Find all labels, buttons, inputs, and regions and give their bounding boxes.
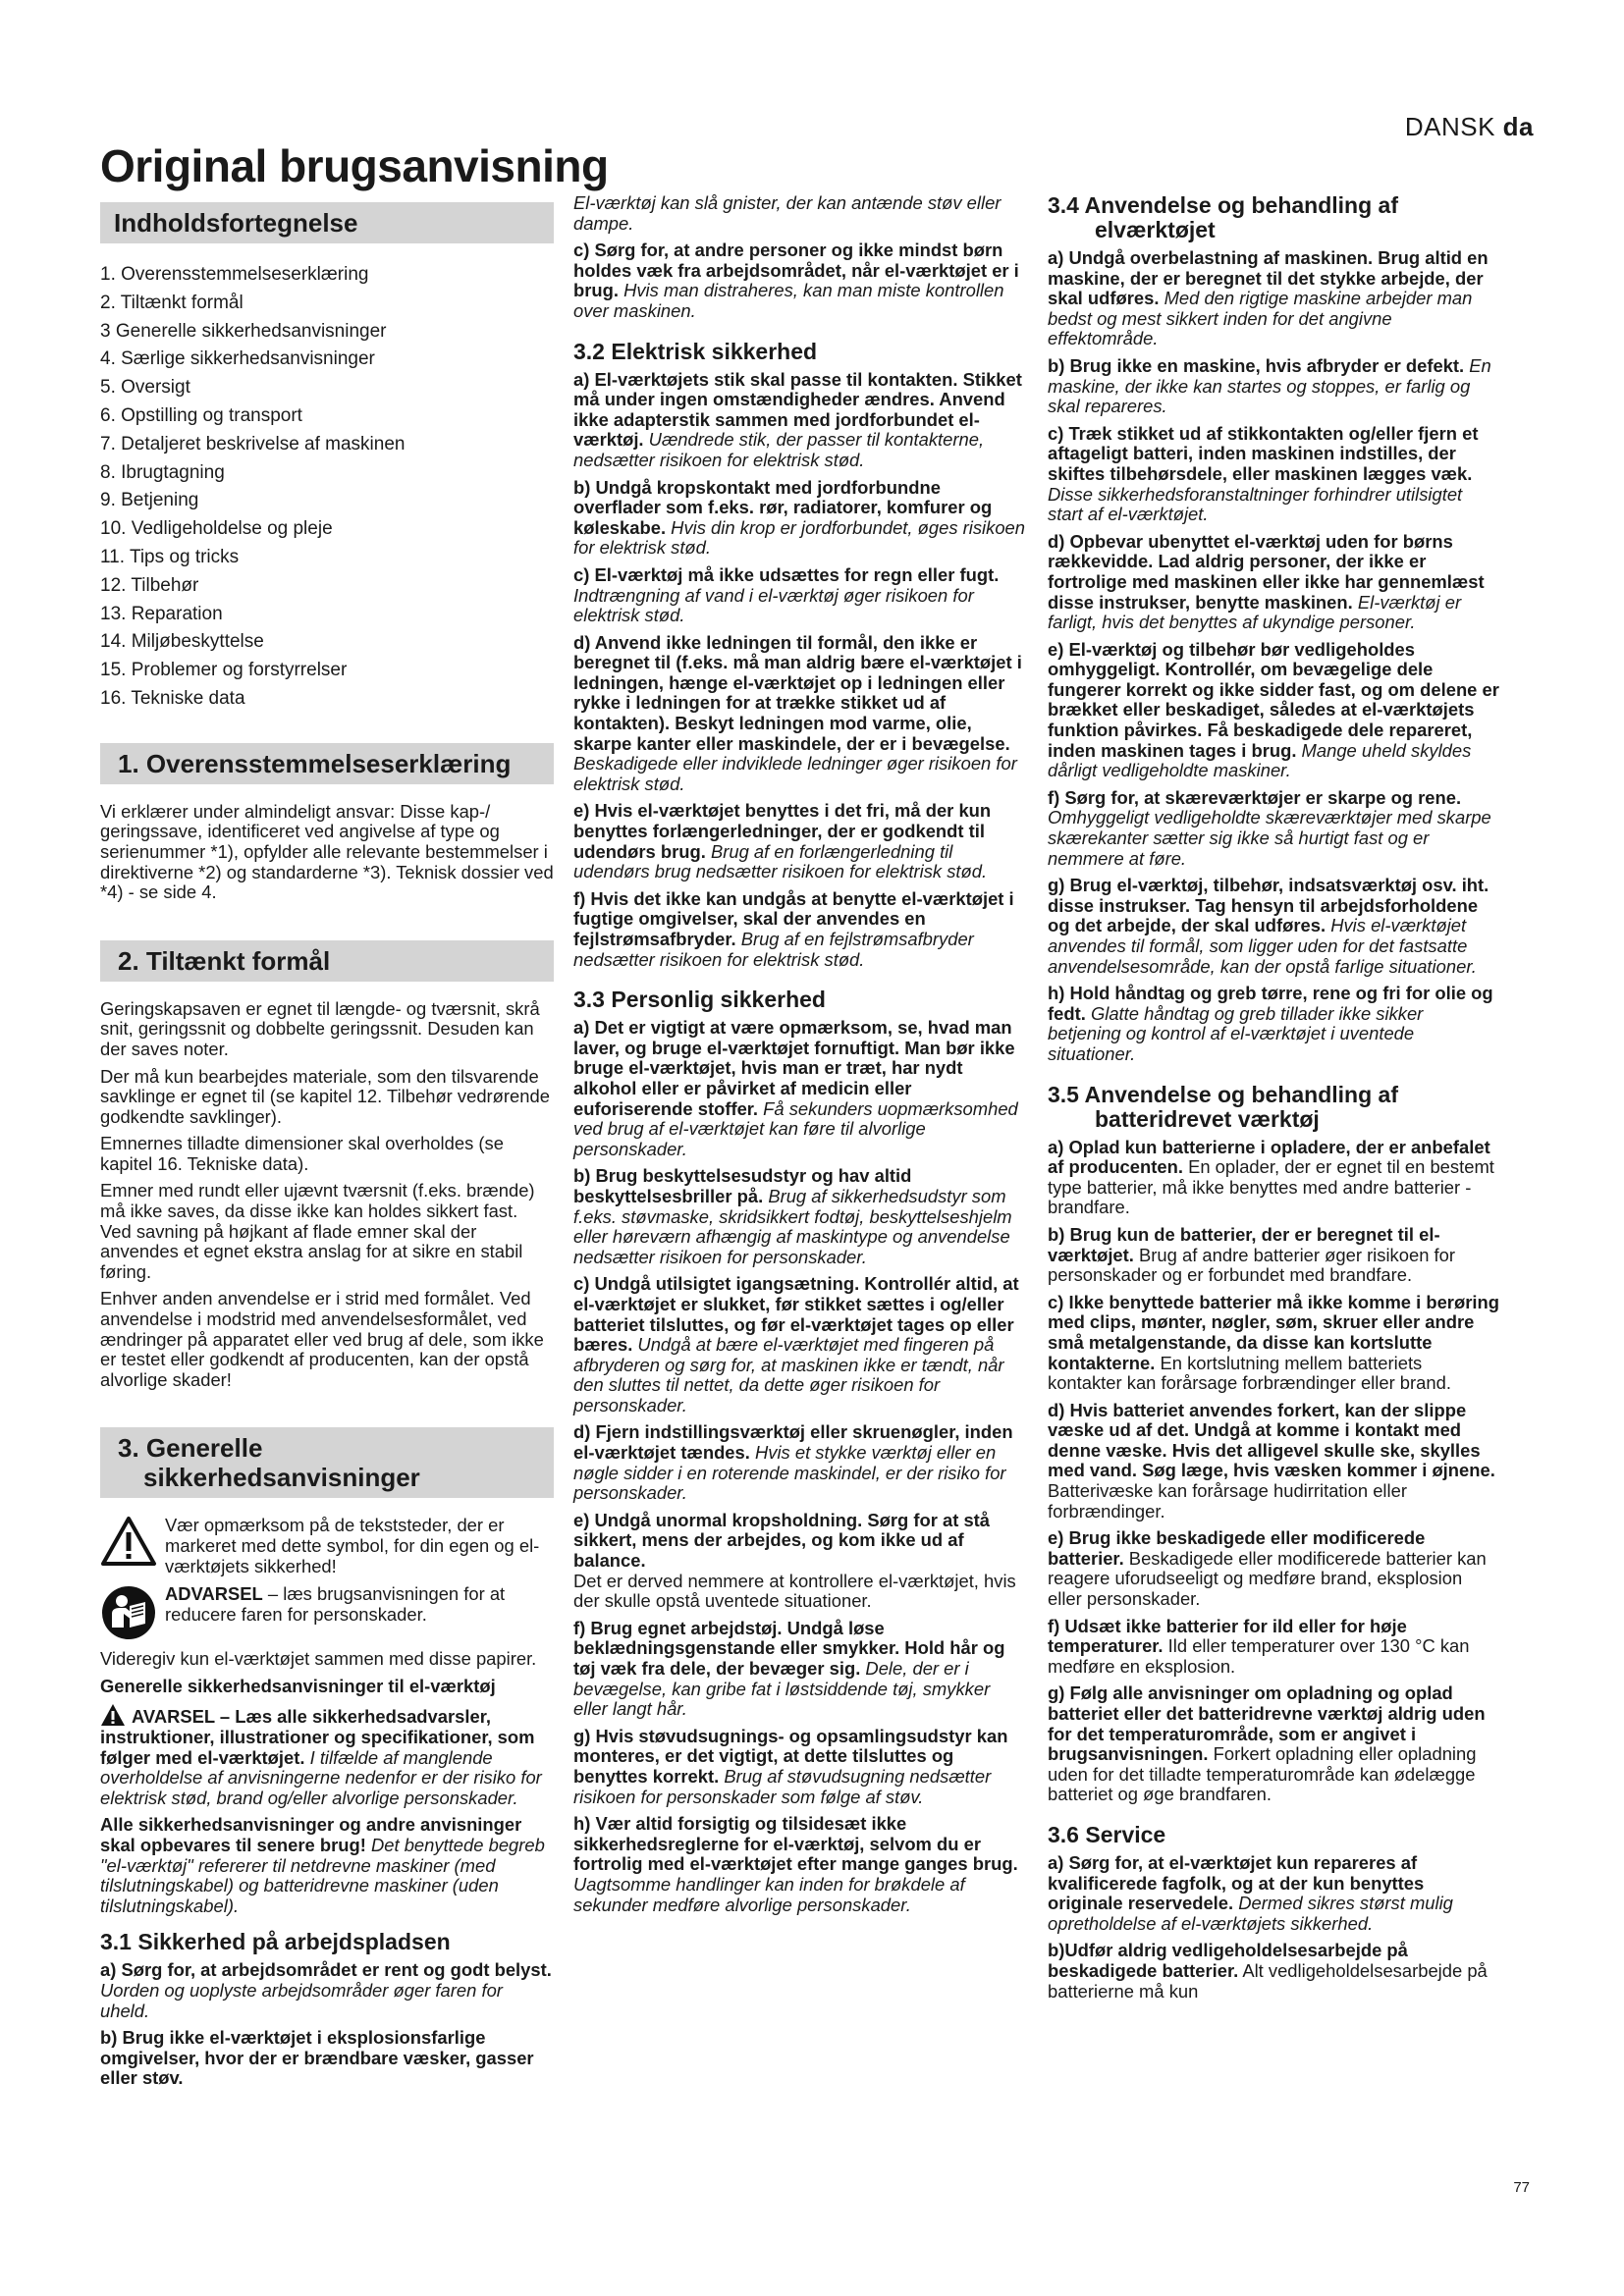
section-3-4-item (1048, 984, 1499, 1064)
item-bold: b)Udfør aldrig vedligeholdelsesarbejde på beskadigede batterier. (1048, 1940, 1408, 1981)
warning-paragraph (100, 1703, 554, 1808)
item-bold: h) Hold håndtag og greb tørre, rene og fri for olie og fedt. (1048, 983, 1493, 1024)
section-3-2-item (573, 889, 1027, 970)
item-bold: a) Sørg for, at arbejdsområdet er rent og godt belyst. (100, 1959, 552, 1981)
item-bold: b) Brug ikke el-værktøjet i eksplosionsfarlige omgivelser, hvor der er brændbare væsker, gasser eller støv. (100, 2027, 534, 2089)
section-3-2-item (573, 370, 1027, 471)
section-1-text: Vi erklærer under almindeligt ansvar: Disse kap-/ geringssave, identificeret ved angivelse af type og serienummer *1), opfylder alle relevante bestemmelser i direktiverne *2) og standarderne *3). Teknisk dossier ved *4) - se side 4. (100, 800, 554, 903)
item-italic: El-værktøj kan slå gnister, der kan antænde støv eller dampe. (573, 192, 1001, 234)
item-bold: b) Brug ikke en maskine, hvis afbryder er defekt. (1048, 354, 1465, 376)
item-bold: g) Hvis støvudsugnings- og opsamlingsudstyr kan monteres, er det vigtigt, at dette tilsluttes og benyttes korrekt. (573, 1725, 1008, 1787)
section-3-3-item (573, 1511, 1027, 1612)
toc-heading: Indholdsfortegnelse (100, 202, 554, 243)
item-italic: Brug af en forlængerledning til udendørs brug nedsætter risikoen for elektrisk stød. (573, 840, 988, 882)
section-3-2-heading: 3.2 Elektrisk sikkerhed (573, 338, 818, 364)
section-3-5-item (1048, 1528, 1499, 1609)
section-3-3-item (573, 1018, 1027, 1159)
item-italic: Mange uheld skyldes dårligt vedligeholdte maskiner. (1048, 739, 1472, 781)
section-3-6-item-b (1048, 1941, 1499, 2002)
page-number: 77 (1513, 2179, 1530, 2196)
toc-item[interactable]: 8. Ibrugtagning (100, 461, 225, 483)
item-italic: Brug af sikkerhedsudstyr som f.eks. støvmaske, skridsikkert fodtøj, beskyttelseshjelm eller høreværn afhængig af maskintype og anvendelse nedsætter risikoen for personskader. (573, 1185, 1012, 1267)
toc-item[interactable]: 9. Betjening (100, 490, 199, 511)
keep-instructions (100, 1815, 554, 1916)
section-3-4-heading-line2: elværktøjet (1095, 217, 1216, 242)
toc-item[interactable]: 4. Særlige sikkerhedsanvisninger (100, 348, 375, 370)
item-bold: c) Sørg for, at andre personer og ikke mindst børn holdes væk fra arbejdsområdet, når el-værktøjet er i brug. (573, 240, 1019, 301)
language-name: DANSK (1404, 112, 1495, 141)
item-bold: c) Træk stikket ud af stikkontakten og/eller fjern et aftageligt batteri, inden maskinen indstilles, der skiftes tilbehørsdele, eller maskinen lægges væk. (1048, 422, 1479, 484)
item-italic: Undgå at bære el-værktøjet med fingeren på afbryderen og sørg for, at maskinen ikke er tændt, når den sluttes til nettet, da dette øger risikoen for personskader. (573, 1334, 1004, 1415)
item-italic: Beskadigede eller indviklede ledninger øger risikoen for elektrisk stød. (573, 753, 1017, 794)
item-italic: Hvis el-værktøjet anvendes til formål, som ligger uden for det fastsatte anvendelsesområde, kan der opstå farlige situationer. (1048, 915, 1477, 977)
item-italic: Hvis din krop er jordforbundet, øges risikoen for elektrisk stød. (573, 516, 1025, 559)
item-bold: a) El-værktøjets stik skal passe til kontakten. Stikket må under ingen omstændigheder ændres. Anvend ikke adapterstik sammen med jordforbundet el-værktøj. (573, 368, 1022, 451)
section-3-1-heading: 3.1 Sikkerhed på arbejdspladsen (100, 1929, 451, 1955)
item-bold: f) Udsæt ikke batterier for ild eller for høje temperaturer. (1048, 1615, 1407, 1657)
section-3-4-item (1048, 356, 1499, 417)
item-normal: Batterivæske kan forårsage hudirritation eller forbrændinger. (1048, 1480, 1407, 1522)
toc-list (100, 261, 554, 714)
section-3-6-item-a (1048, 1853, 1499, 1934)
item-bold: d) Anvend ikke ledningen til formål, den ikke er beregnet til (f.eks. må man aldrig bære el-værktøjet i ledningen, hænge el-værktøjet op i ledningen eller rykke i ledningen for at trække stikket ud af kontakten). Beskyt ledningen mod varme, olie, skarpe kanter eller maskindele, der er i bevægelse. (573, 631, 1022, 754)
item-bold: e) Undgå unormal kropsholdning. Sørg for at stå sikkert, mens der arbejdes, og kom ikke ud af balance. (573, 1509, 991, 1572)
item-italic: El-værktøj er farligt, hvis det benyttes af ukyndige personer. (1048, 591, 1462, 633)
section-3-5-item (1048, 1293, 1499, 1394)
section-3-4-item (1048, 248, 1499, 349)
item-italic: Glatte håndtag og greb tillader ikke sikker betjening og kontrol af el-værktøjet i uventede situationer. (1048, 1002, 1424, 1064)
toc-item[interactable]: 3 Generelle sikkerhedsanvisninger (100, 320, 387, 342)
item-bold: b) Brug beskyttelsesudstyr og hav altid beskyttelsesbriller på. (573, 1165, 912, 1206)
item-italic: Indtrængning af vand i el-værktøj øger risikoen for elektrisk stød. (573, 584, 974, 626)
section-3-heading (100, 1427, 554, 1498)
item-italic: Med den rigtige maskine arbejder man bedst og mest sikkert inden for det angivne effektområde. (1048, 288, 1473, 349)
item-bold: f) Brug egnet arbejdstøj. Undgå løse beklædningsgenstande eller smykker. Hold hår og tøj væk fra dele, der bevæger sig. (573, 1617, 1005, 1679)
section-2-paragraph: Enhver anden anvendelse er i strid med formålet. Ved anvendelse i modstrid med anvendelsesformålet, ved ændringer på apparatet eller ved brug af dele, som ikke er testet eller godkendt af producenten, kan der opstå alvorlige skader! (100, 1288, 544, 1390)
section-3-3-item (573, 1422, 1027, 1503)
section-3-3-item (573, 1166, 1027, 1267)
toc-item[interactable]: 7. Detaljeret beskrivelse af maskinen (100, 433, 406, 454)
section-3-5-item (1048, 1138, 1499, 1218)
section-3-5-heading-line2: batteridrevet værktøj (1095, 1105, 1320, 1132)
general-safety-heading: Generelle sikkerhedsanvisninger til el-værktøj (100, 1675, 496, 1696)
item-bold: h) Vær altid forsigtig og tilsidesæt ikke sikkerhedsreglerne for el-værktøj, selvom du er fortrolig med el-værktøjet efter mange ganges brug. (573, 1813, 1018, 1875)
section-3-5-heading (1048, 1083, 1499, 1132)
toc-item[interactable]: 2. Tiltænkt formål (100, 292, 244, 313)
section-1-heading: 1. Overensstemmelseserklæring (100, 743, 554, 784)
section-3-3-item (573, 1619, 1027, 1720)
section-3-5-item (1048, 1617, 1499, 1678)
item-italic: Uagtsomme handlinger kan inden for brøkdele af sekunder medføre alvorlige personskader. (573, 1873, 965, 1915)
toc-item[interactable]: 16. Tekniske data (100, 687, 245, 709)
language-code: da (1502, 112, 1534, 141)
section-3-4-heading-line1: 3.4 Anvendelse og behandling af (1048, 192, 1398, 218)
section-2-paragraph: Der må kun bearbejdes materiale, som den tilsvarende savklinge er egnet til (se kapitel 12. Tilbehør vedrørende godkendte savklinger). (100, 1065, 550, 1127)
item-bold: d) Hvis batteriet anvendes forkert, kan der slippe væske ud af det. Undgå at komme i kontakt med denne væske. Hvis det alligevel skulle ske, skylles med vand. Søg læge, hvis væsken kommer i øjnene. (1048, 1399, 1495, 1481)
section-3-5-item (1048, 1225, 1499, 1286)
item-italic: Få sekunders uopmærksomhed ved brug af el-værktøjet kan føre til alvorlige personskader. (573, 1097, 1018, 1159)
warning-paragraph-italic: I tilfælde af manglende overholdelse af anvisningerne nedenfor er der risiko for elektrisk stød, brand og/eller alvorlige personskader. (100, 1746, 542, 1808)
section-3-1-item-a (100, 1960, 554, 2021)
section-3-2-item (573, 801, 1027, 881)
pass-on-text: Videregiv kun el-værktøjet sammen med disse papirer. (100, 1648, 537, 1670)
section-2-paragraph: Geringskapsaven er egnet til længde- og tværsnit, skrå snit, geringssnit og dobbelte geringssnit. Desuden kan der saves noter. (100, 997, 540, 1059)
toc-item[interactable]: 12. Tilbehør (100, 574, 199, 596)
section-3-3-heading: 3.3 Personlig sikkerhed (573, 987, 826, 1013)
section-2-paragraph: Emnernes tilladte dimensioner skal overholdes (se kapitel 16. Tekniske data). (100, 1133, 504, 1174)
section-3-2-item (573, 633, 1027, 795)
item-bold: g) Følg alle anvisninger om opladning og oplad batteriet eller det batteridrevne værktøj aldrig uden for det temperaturområde, som er angivet i brugsanvisningen. (1048, 1682, 1486, 1765)
read-manual-bold: ADVARSEL (165, 1583, 263, 1605)
item-bold: a) Det er vigtigt at være opmærksom, se, hvad man laver, og bruge el-værktøjet fornuftigt. Man bør ikke bruge el-værktøjet, hvis man er træt, har nydt alkohol eller er påvirket af medicin eller euforiserende stoffer. (573, 1017, 1015, 1119)
item-italic: En maskine, der ikke kan startes og stoppes, er farlig og skal repareres. (1048, 354, 1491, 417)
section-3-1-item-c (573, 240, 1027, 321)
toc-item[interactable]: 15. Problemer og forstyrrelser (100, 660, 348, 681)
item-bold: d) Fjern indstillingsværktøj eller skruenøgler, inden el-værktøjet tændes. (573, 1421, 1013, 1464)
section-3-4-item (1048, 532, 1499, 633)
item-bold: c) El-værktøj må ikke udsættes for regn eller fugt. (573, 563, 1000, 585)
item-italic: Hvis man distraheres, kan man miste kontrollen over maskinen. (573, 280, 1004, 321)
section-3-heading-line1: 3. Generelle (118, 1433, 263, 1464)
item-normal: Det er derved nemmere at kontrollere el-værktøjet, hvis der skulle opstå uventede situationer. (573, 1570, 1016, 1612)
section-3-4-item (1048, 788, 1499, 869)
item-italic: Brug af en fejlstrømsafbryder nedsætter risikoen for elektrisk stød. (573, 929, 974, 970)
item-italic: Brug af støvudsugning nedsætter risikoen for personskader som følge af støv. (573, 1765, 992, 1807)
warning-icon (100, 1703, 126, 1727)
item-bold: c) Undgå utilsigtet igangsætning. Kontrollér altid, at el-værktøjet er slukket, før stikket sættes i og/eller batteriet tilsluttes, og før el-værktøjet tages op eller bæres. (573, 1273, 1019, 1356)
toc-item[interactable]: 1. Overensstemmelseserklæring (100, 264, 369, 285)
page-title: Original brugsanvisning (100, 140, 609, 191)
language-label (1405, 112, 1534, 142)
item-bold: e) Brug ikke beskadigede eller modificerede batterier. (1048, 1527, 1426, 1569)
item-bold: e) Hvis el-værktøjet benyttes i det fri, må der kun benyttes forlængerledninger, der er godkendt til udendørs brug. (573, 800, 992, 862)
item-normal: Forkert opladning eller opladning uden for det tilladte temperaturområde kan ødelægge batteriet og øge brandfaren. (1048, 1743, 1477, 1805)
section-2-heading: 2. Tiltænkt formål (100, 940, 554, 982)
item-bold: b) Brug kun de batterier, der er beregnet til el-værktøjet. (1048, 1223, 1440, 1265)
item-italic: Dermed sikres størst mulig opretholdelse af el-værktøjets sikkerhed. (1048, 1893, 1453, 1934)
warning-paragraph-bold: AVARSEL – Læs alle sikkerhedsadvarsler, instruktioner, illustrationer og specifikationer, som følger med el-værktøjet. (100, 1706, 535, 1768)
column-right (1048, 193, 1499, 2008)
section-3-2-item (573, 478, 1027, 559)
warning-note-text: Vær opmærksom på de tekststeder, der er markeret med dette symbol, for din egen og el-værktøjets sikkerhed! (165, 1515, 540, 1576)
item-bold: g) Brug el-værktøj, tilbehør, indsatsværktøj osv. iht. disse instrukser. Tag hensyn til arbejdsforholdene og det arbejde, der skal udføres. (1048, 875, 1489, 936)
item-italic: Uændrede stik, der passer til kontakterne, nedsætter risikoen for elektrisk stød. (573, 429, 985, 470)
column-left (100, 202, 554, 2096)
warning-triangle-icon (100, 1516, 157, 1567)
section-3-5-item (1048, 1401, 1499, 1522)
toc-item[interactable]: 10. Vedligeholdelse og pleje (100, 518, 333, 540)
read-manual-icon (100, 1584, 157, 1641)
section-3-3-item (573, 1274, 1027, 1415)
item-bold: a) Undgå overbelastning af maskinen. Brug altid en maskine, der er beregnet til det stykke arbejde, der skal udføres. (1048, 247, 1489, 309)
keep-instructions-italic: Det benyttede begreb "el-værktøj" refererer til netdrevne maskiner (med tilslutningskabel) og batteridrevne maskiner (uden tilslutningskabel). (100, 1834, 545, 1916)
section-3-1-item-b (100, 2028, 554, 2089)
item-bold: b) Undgå kropskontakt med jordforbundne overflader som f.eks. rør, radiatorer, komfurer og køleskabe. (573, 476, 993, 538)
toc-item[interactable]: 6. Opstilling og transport (100, 404, 302, 426)
section-3-6-heading: 3.6 Service (1048, 1821, 1166, 1847)
section-3-4-item (1048, 640, 1499, 781)
item-bold: e) El-værktøj og tilbehør bør vedligeholdes omhyggeligt. Kontrollér, om bevægelige dele fungerer korrekt og ikke sidder fast, og om delene er brækket eller beskadiget, således at el-værktøjets funktion påvirkes. Få beskadigede dele repareret, inden maskinen tages i brug. (1048, 638, 1499, 761)
item-bold: a) Sørg for, at el-værktøjet kun repareres af kvalificerede fagfolk, og at der kun benyttes originale reservedele. (1048, 1851, 1425, 1914)
item-normal: Alt vedligeholdelsesarbejde på batterierne må kun (1048, 1959, 1488, 2002)
item-italic: Hvis et stykke værktøj eller en nøgle sidder i en roterende maskindel, er der risiko for personskader. (573, 1442, 1006, 1504)
item-bold: c) Ikke benyttede batterier må ikke komme i berøring med clips, mønter, nøgler, søm, skruer eller andre små metalgenstande, da disse kan kortslutte kontakterne. (1048, 1291, 1499, 1373)
section-2-paragraph: Emner med rundt eller ujævnt tværsnit (f.eks. brænde) må ikke saves, da disse ikke kan holdes sikkert fast. Ved savning på højkant af flade emner skal der anvendes et egnet ekstra anslag for at sikre en stabil føring. (100, 1180, 535, 1282)
item-italic: Uorden og uoplyste arbejdsområder øger faren for uheld. (100, 1979, 503, 2021)
toc-item[interactable]: 11. Tips og tricks (100, 546, 240, 567)
item-normal: Beskadigede eller modificerede batterier kan reagere uforudseeligt og medføre brand, eksplosion eller personskader. (1048, 1547, 1487, 1610)
item-bold: f) Hvis det ikke kan undgås at benytte el-værktøjet i fugtige omgivelser, skal der anvendes en fejlstrømsafbryder. (573, 887, 1014, 949)
read-manual-rest: – læs brugsanvisningen for at reducere faren for personskader. (165, 1583, 506, 1625)
warning-note (100, 1516, 554, 1576)
item-normal: En kortslutning mellem batteriets kontakter kan forårsage forbrændinger eller brand. (1048, 1352, 1451, 1394)
toc-item[interactable]: 5. Oversigt (100, 377, 190, 399)
section-3-3-item (573, 1727, 1027, 1807)
item-normal: Ild eller temperaturer over 130 °C kan medføre en eksplosion. (1048, 1635, 1470, 1677)
item-normal: Brug af andre batterier øger risikoen for personskader og er forbundet med brandfare. (1048, 1244, 1456, 1286)
section-3-3-item (573, 1814, 1027, 1915)
column-middle (573, 193, 1027, 1922)
read-manual-text (165, 1584, 554, 1625)
section-3-5-heading-line1: 3.5 Anvendelse og behandling af (1048, 1081, 1398, 1107)
keep-instructions-bold: Alle sikkerhedsanvisninger og andre anvisninger skal opbevares til senere brug! (100, 1814, 522, 1855)
section-3-4-item (1048, 876, 1499, 977)
toc-item[interactable]: 14. Miljøbeskyttelse (100, 631, 264, 653)
item-italic: Omhyggeligt vedligeholdte skæreværktøjer med skarpe skærekanter sætter sig ikke så hurtigt fast og er nemmere at føre. (1048, 807, 1491, 869)
item-bold: d) Opbevar ubenyttet el-værktøj uden for børns rækkevidde. Lad aldrig personer, der ikke er fortrolige med maskinen eller ikke har gennemlæst disse instrukser, benytte maskinen. (1048, 530, 1485, 613)
toc-item[interactable]: 13. Reparation (100, 603, 223, 624)
section-3-4-heading (1048, 193, 1499, 242)
section-3-5-item (1048, 1683, 1499, 1805)
section-3-heading-line2: sikkerhedsanvisninger (143, 1463, 420, 1493)
item-bold: f) Sørg for, at skæreværktøjer er skarpe og rene. (1048, 786, 1462, 808)
item-italic: Disse sikkerhedsforanstaltninger forhindrer utilsigtet start af el-værktøjet. (1048, 483, 1463, 525)
item-bold: a) Oplad kun batterierne i opladere, der er anbefalet af producenten. (1048, 1136, 1490, 1178)
section-3-2-item (573, 565, 1027, 626)
section-3-1-item-b-cont (573, 193, 1027, 234)
read-manual-note (100, 1584, 554, 1641)
section-3-4-item (1048, 424, 1499, 525)
item-italic: Dele, der er i bevægelse, kan gribe fat i løstsiddende tøj, smykker eller langt hår. (573, 1658, 991, 1720)
item-normal: En oplader, der er egnet til en bestemt type batterier, må ikke benyttes med andre batterier - brandfare. (1048, 1156, 1494, 1218)
